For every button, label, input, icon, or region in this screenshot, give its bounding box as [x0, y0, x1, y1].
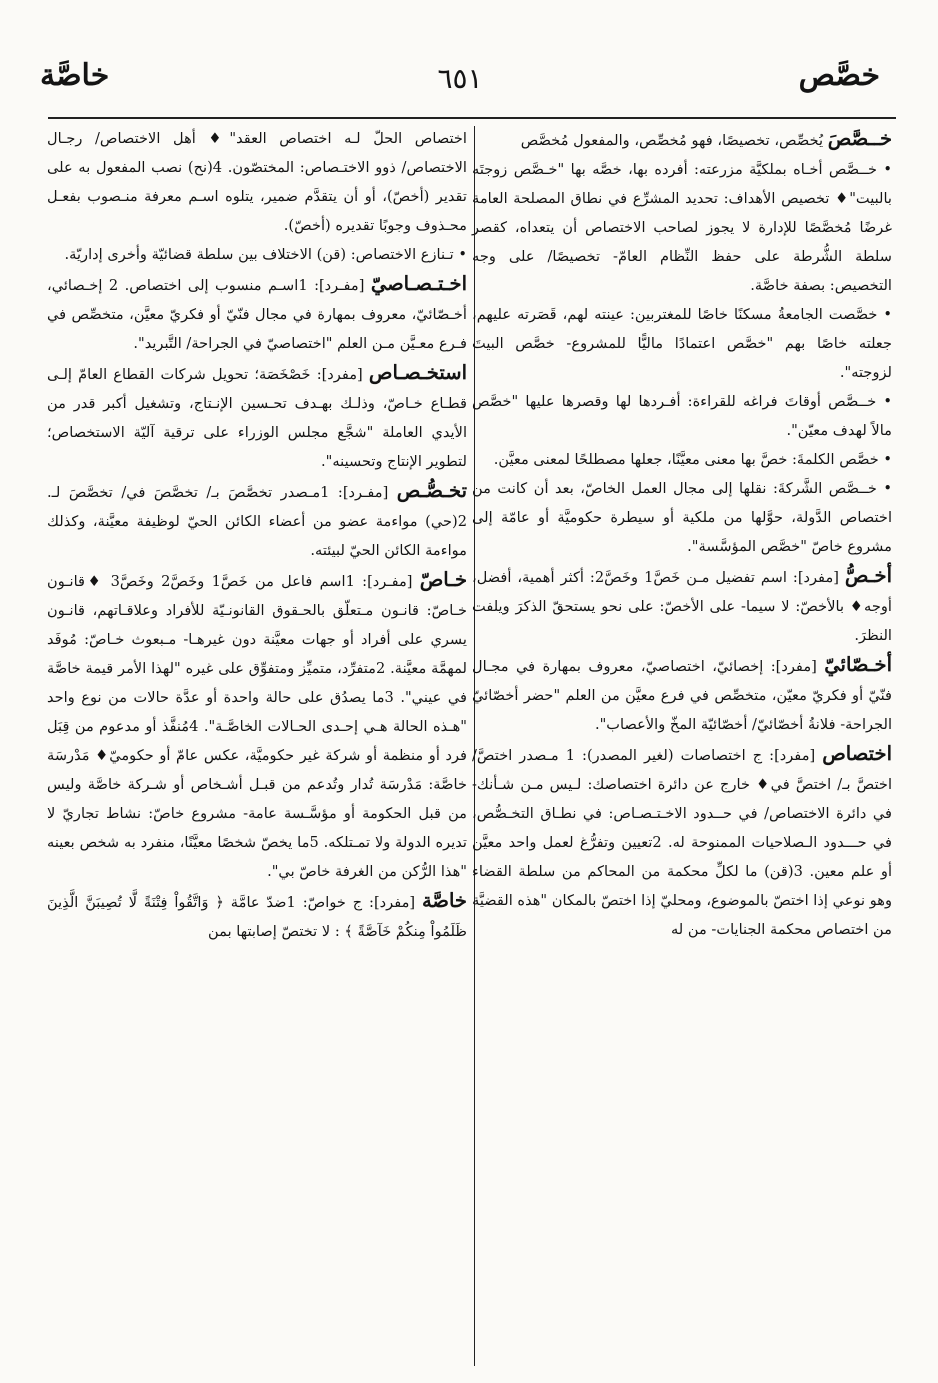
headword: خاصَّة	[421, 889, 467, 912]
sense-block: • خــصَّص أوقاتَ فراغه للقراءة: أفـردها لها وقصرها عليها "خصَّص مالاً لهدف معيّن".	[472, 393, 892, 439]
definition: [مفرد]: إخصائيّ، اختصاصيّ، معروف بمهارة في مجـال فنّيّ أو فكريّ معيّن، متخصِّص في فرع معيَّن من العلم "حضر أخصّائيّ الجراحة- فلانةُ أخصّائيّ/ أخصّائيّة المخّ والأعصاب".	[472, 658, 892, 733]
page-number: ٦٥١	[437, 62, 483, 95]
headword: خــصَّصَ	[827, 127, 892, 150]
right-column	[472, 124, 892, 944]
entry	[47, 565, 467, 886]
entry	[47, 269, 467, 358]
definition: [مفرد]: ج اختصاصات (لغير المصدر): 1 مـصدر اختصَّ/ اختصَّ بـ/ اختصَّ في♦ خارج عن دائرة اختصاصك: لـيس مـن شـأنك- في دائرة الاختصاص/ في حــدود الاخـتـصـاص: في نطـاق التخـصُّص، في حـــدود الـصلاحيات الممنوحة له. 2تعيين وتفرُّغ لعمل واحد معيَّن أو علم معين. 3(قن) ما لكلِّ محكمة من المحاكم من سلطة القضاء وهو نوعي إذا اختصّ بالموضوع، ومحليّ إذا اختصّ بالمكان "هذه القضيَّة من اختصاص محكمة الجنايات- من له	[472, 747, 893, 938]
headword: أخـصّائيّ	[824, 653, 892, 676]
headword: استخـصـاص	[368, 361, 467, 384]
page-header	[40, 58, 880, 114]
entry	[47, 358, 467, 476]
guide-word-first: خصَّص	[798, 58, 880, 93]
entry-continuation: اختصاص الحلّ لـه اختصاص العقد"♦ أهل الاختصاص/ رجـال الاختصاص/ ذوو الاختـصاص: المختصّون. 4(نح) نصب المفعول به على تقدير (أخصّ)، أو أن يتقدَّم ضمير، يتلوه اسـم معرفة منـصوب بفعـل محـذوف وجوبًا تقديره (أخصّ).	[47, 130, 467, 234]
entry	[47, 476, 467, 565]
headword: تخـصُّـص	[396, 479, 468, 502]
sense-block: • تـنازع الاختصاص: (قن) الاختلاف بين سلطة قضائيّة وأخرى إداريّة.	[64, 246, 467, 263]
definition: يُخصِّص، تخصيصًا، فهو مُخصِّص، والمفعول مُخصَّص	[520, 132, 828, 149]
entry	[472, 561, 892, 650]
sense-block: • خــصَّص أخـاه بملكيَّة مزرعته: أفرده بها، خصَّه بها "خـصَّص زوجتَه بالبيت"♦ تخصيص الأهداف: تحديد المشرِّع في نطاق المصلحة العامة غرضًا مُخصَّصًا للإدارة لا يجوز لصاحب الاختصاص أن يتعداه، كقصر سلطة الشُّرطة على حفظ النِّظام العامّ- تخصيصًا/ على وجه التخصيص: بصفة خاصَّة.	[472, 161, 892, 294]
definition: [مفـرد]: 1اسـم منسوب إلى اختصاص. 2 إخـصائي، أخـصّائيّ، معروف بمهارة في مجال فنّيّ أو فكريّ معيَّن، متخصِّص في فـرع معـيَّن مـن العلم "اختصاصيّ في الجراحة/ التَّبريد".	[47, 277, 467, 352]
sense-block: • خصَّص الكلمةَ: خصَّ بها معنى معيَّنًا، جعلها مصطلحًا لمعنى معيَّن.	[493, 451, 892, 468]
definition: [مفـرد]: 1مـصدر تخصَّصَ بـ/ تخصَّصَ في/ تخصَّصَ لـ. 2(حي) مواءمة عضو من أعضاء الكائن الحيّ لوظيفة معيَّنة، وكذلك مواءمة الكائن الحيّ لبيئته.	[47, 484, 467, 559]
entry	[472, 739, 892, 944]
header-rule	[48, 117, 896, 119]
sense-block: • خصَّصت الجامعةُ مسكنًا خاصًا للمغتربين: عينته لهم، قَصَرته عليهم، جعلته خاصًا بهم "خصَّص اعتمادًا ماليًّا للمشروع- خصَّص البيتَ لزوجته".	[472, 306, 892, 381]
definition: [مفرد]: خَصْخَصَة؛ تحويل شركات القطاع العامّ إلـى قطـاع خـاصّ، وذلـك بهـدف تحـسين الإنـتاج، وتشغيل أكبر قدر من الأيدي العاملة "شجَّع مجلس الوزراء على ترقية آليّة الاستخصاص؛ لتطوير الإنتاج وتحسينه".	[47, 366, 467, 470]
entry	[472, 124, 892, 155]
headword: أخـصُّ	[844, 564, 892, 587]
definition: [مفـرد]: 1اسم فاعل من خَصَّ1 وخَصَّ2 وخَصَّ3 ♦قانـون خـاصّ: قانـون مـتعلّق بالحـقوق القانونـيّة للأفراد وعلاقـاتهم، قانـون يسري على أفراد أو جهات معيَّنة دون غيرهـا- مـبعوث خـاصّ: مُوفَد لمهمَّة معيَّنة. 2متفرِّد، متميِّز ومتفوِّق على غيره "لهذا الأمر قيمة خاصَّة في عيني". 3ما يصدُق على حالة واحدة أو عدَّة حالات من نوع واحد "هـذه الحالة هـي إحـدى الحـالات الخاصَّـة". 4مُنفَّذ أو مدعوم من قِبَل فرد أو منظمة أو شركة غير حكوميَّة، عكس عامّ أو حكوميّ♦ مَدْرسَة خاصَّة: مَدْرسَة تُدار وتُدعم من قبـل أشـخاص أو شـركة خاصَّة وليس من قبل الحكومة أو مؤسَّـسة عامة- مشروع خاصّ: نشاط تجاريّ لا تديره الدولة ولا تمـتلكه. 5ما يخصّ شخصًا معيَّنًا، منفرد به شخص بعينه "هذا الرُّكن من الغرفة خاصّ بي".	[47, 573, 468, 880]
definition: [مفرد]: ج خواصّ: 1ضدّ عامَّة ﴿ وَاتَّقُواْ فِتْنَةً لَّا تُصِيبَنَّ الَّذِينَ ظَلَمُواْ مِنكُمْ خَآصَّةً ﴾ : لا تختصّ إصابتها بمن	[47, 894, 467, 940]
entry	[472, 650, 892, 739]
definition: [مفرد]: اسم تفضيل مـن خَصَّ1 وخَصَّ2: أكثر أهمية، أفضل، أوجه♦ بالأخصّ: لا سيما- على الأخصّ: على نحو يستحقّ الذكرَ ويلفت النظرَ.	[472, 569, 892, 644]
sense-block: • خــصَّص الشَّركةَ: نقلها إلى مجال العمل الخاصّ، بعد أن كانت من اختصاص الدَّولة، حوَّلها من ملكية أو سيطرة حكوميَّة أو عامّة إلى مشروع خاصّ "خصَّص المؤسَّسة".	[472, 480, 892, 555]
headword: اختصاص	[822, 742, 892, 765]
headword: خـاصّ	[419, 568, 468, 591]
headword: اخـتـصـاصيّ	[370, 272, 468, 295]
guide-word-last: خاصَّة	[40, 58, 110, 93]
entry	[47, 886, 467, 946]
left-column	[47, 124, 467, 946]
